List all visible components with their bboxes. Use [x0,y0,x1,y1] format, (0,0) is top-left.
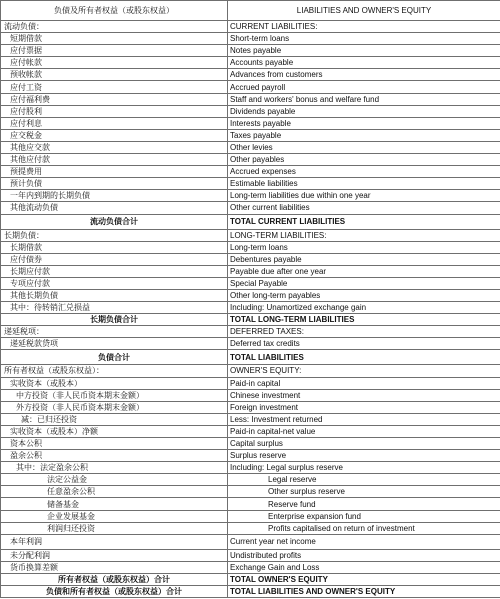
table-row [1,522,500,534]
english-cell: DEFERRED TAXES: [228,326,500,338]
english-cell: Debentures payable [228,253,500,265]
table-row [1,401,500,413]
english-cell: Dividends payable [228,105,500,117]
english-cell: Other payables [228,154,500,166]
chinese-cell: 长期借款 [1,241,228,253]
chinese-cell: 负债和所有者权益（或股东权益）合计 [1,586,228,598]
total-row [1,314,500,326]
table-row [1,462,500,474]
chinese-cell: 负债合计 [1,350,228,365]
english-cell: TOTAL LONG-TERM LIABILITIES [228,314,500,326]
chinese-cell: 其他长期负债 [1,289,228,301]
table-row [1,166,500,178]
chinese-cell: 长期负债合计 [1,314,228,326]
table-row [1,154,500,166]
chinese-cell: 专项应付款 [1,277,228,289]
chinese-cell: 长期负债： [1,229,228,241]
english-cell: Accrued payroll [228,81,500,93]
table-row [1,202,500,214]
chinese-cell: 实收资本（或股本） [1,377,228,389]
english-cell: Long-term loans [228,241,500,253]
chinese-cell: 预计负债 [1,178,228,190]
chinese-cell: 预收帐款 [1,69,228,81]
table-row [1,241,500,253]
english-cell: Other levies [228,141,500,153]
chinese-cell: 短期借款 [1,33,228,45]
english-cell: Deferred tax credits [228,338,500,350]
chinese-cell: 货币换算差额 [1,561,228,573]
chinese-cell: 所有者权益（或股东权益）合计 [1,573,228,585]
english-cell: Other long-term payables [228,289,500,301]
table-row [1,229,500,241]
chinese-cell: 流动负债： [1,21,228,33]
table-row [1,450,500,462]
chinese-cell: 应付工资 [1,81,228,93]
english-cell: Other current liabilities [228,202,500,214]
table-row [1,389,500,401]
english-cell: Advances from customers [228,69,500,81]
table-row [1,289,500,301]
table-row [1,377,500,389]
chinese-cell: 中方投资（非人民币资本期末金额） [1,389,228,401]
table-row [1,190,500,202]
table-row [1,265,500,277]
english-cell: Chinese investment [228,389,500,401]
english-cell: Less: Investment returned [228,413,500,425]
table-row [1,326,500,338]
english-cell: TOTAL LIABILITIES [228,350,500,365]
english-cell: CURRENT LIABILITIES: [228,21,500,33]
english-cell: Current year net income [228,534,500,549]
chinese-cell: 所有者权益（或股东权益）： [1,365,228,377]
table-row [1,302,500,314]
chinese-cell: 利润归还投资 [1,522,228,534]
chinese-cell: 本年利润 [1,534,228,549]
chinese-cell: 应付票据 [1,45,228,57]
english-cell: Notes payable [228,45,500,57]
chinese-cell: 资本公积 [1,438,228,450]
table-header-row [1,1,500,21]
chinese-cell: 盈余公积 [1,450,228,462]
english-cell: Exchange Gain and Loss [228,561,500,573]
table-row [1,534,500,549]
chinese-cell: 其中：待转销汇兑损益 [1,302,228,314]
table-body [1,21,500,598]
table-row [1,93,500,105]
chinese-cell: 其中：法定盈余公积 [1,462,228,474]
english-cell: Taxes payable [228,129,500,141]
table-row [1,141,500,153]
chinese-cell: 外方投资（非人民币资本期末金额） [1,401,228,413]
english-cell: Surplus reserve [228,450,500,462]
chinese-cell: 法定公益金 [1,474,228,486]
total-row [1,214,500,229]
english-cell: OWNER'S EQUITY: [228,365,500,377]
chinese-cell: 应付债券 [1,253,228,265]
english-cell: Special Payable [228,277,500,289]
table-row [1,45,500,57]
chinese-cell: 储备基金 [1,498,228,510]
table-row [1,474,500,486]
table-row [1,486,500,498]
chinese-cell: 应付帐款 [1,57,228,69]
total-row [1,350,500,365]
table-row [1,81,500,93]
table-row [1,561,500,573]
english-cell: LONG-TERM LIABILITIES: [228,229,500,241]
header-chinese: 负债及所有者权益（或股东权益） [1,1,228,21]
chinese-cell: 递延税款贷项 [1,338,228,350]
table-row [1,498,500,510]
chinese-cell: 流动负债合计 [1,214,228,229]
english-cell: Undistributed profits [228,549,500,561]
header-english: LIABILITIES AND OWNER'S EQUITY [228,1,500,21]
table-row [1,277,500,289]
english-cell: TOTAL CURRENT LIABILITIES [228,214,500,229]
table-row [1,117,500,129]
table-row [1,338,500,350]
chinese-cell: 其他流动负债 [1,202,228,214]
chinese-cell: 其他应付款 [1,154,228,166]
english-cell: Foreign investment [228,401,500,413]
chinese-cell: 减：已归还投资 [1,413,228,425]
chinese-cell: 应交税金 [1,129,228,141]
english-cell: Paid-in capital [228,377,500,389]
chinese-cell: 一年内到期的长期负债 [1,190,228,202]
table-row [1,105,500,117]
english-cell: Enterprise expansion fund [228,510,500,522]
chinese-cell: 实收资本（或股本）净额 [1,425,228,437]
table-row [1,253,500,265]
table-row [1,57,500,69]
chinese-cell: 应付福利费 [1,93,228,105]
english-cell: TOTAL OWNER'S EQUITY [228,573,500,585]
table-row [1,365,500,377]
chinese-cell: 长期应付款 [1,265,228,277]
total-row [1,573,500,585]
english-cell: Accrued expenses [228,166,500,178]
table-row [1,510,500,522]
english-cell: Including: Legal surplus reserve [228,462,500,474]
table-row [1,425,500,437]
table-row [1,178,500,190]
english-cell: Legal reserve [228,474,500,486]
table-row [1,413,500,425]
english-cell: Estimable liabilities [228,178,500,190]
chinese-cell: 企业发展基金 [1,510,228,522]
english-cell: Profits capitalised on return of investment [228,522,500,534]
english-cell: Interests payable [228,117,500,129]
chinese-cell: 递延税项： [1,326,228,338]
english-cell: Capital surplus [228,438,500,450]
table-row [1,69,500,81]
table-row [1,21,500,33]
total-row [1,586,500,598]
english-cell: Other surplus reserve [228,486,500,498]
english-cell: Paid-in capital-net value [228,425,500,437]
chinese-cell: 任意盈余公积 [1,486,228,498]
chinese-cell: 预提费用 [1,166,228,178]
chinese-cell: 其他应交款 [1,141,228,153]
table-row [1,129,500,141]
english-cell: Reserve fund [228,498,500,510]
table-row [1,33,500,45]
chinese-cell: 应付股利 [1,105,228,117]
english-cell: Including: Unamortized exchange gain [228,302,500,314]
english-cell: Long-term liabilities due within one year [228,190,500,202]
table-row [1,438,500,450]
english-cell: TOTAL LIABILITIES AND OWNER'S EQUITY [228,586,500,598]
chinese-cell: 应付利息 [1,117,228,129]
chinese-cell: 未分配利润 [1,549,228,561]
table-row [1,549,500,561]
english-cell: Payable due after one year [228,265,500,277]
english-cell: Staff and workers' bonus and welfare fund [228,93,500,105]
english-cell: Short-term loans [228,33,500,45]
english-cell: Accounts payable [228,57,500,69]
